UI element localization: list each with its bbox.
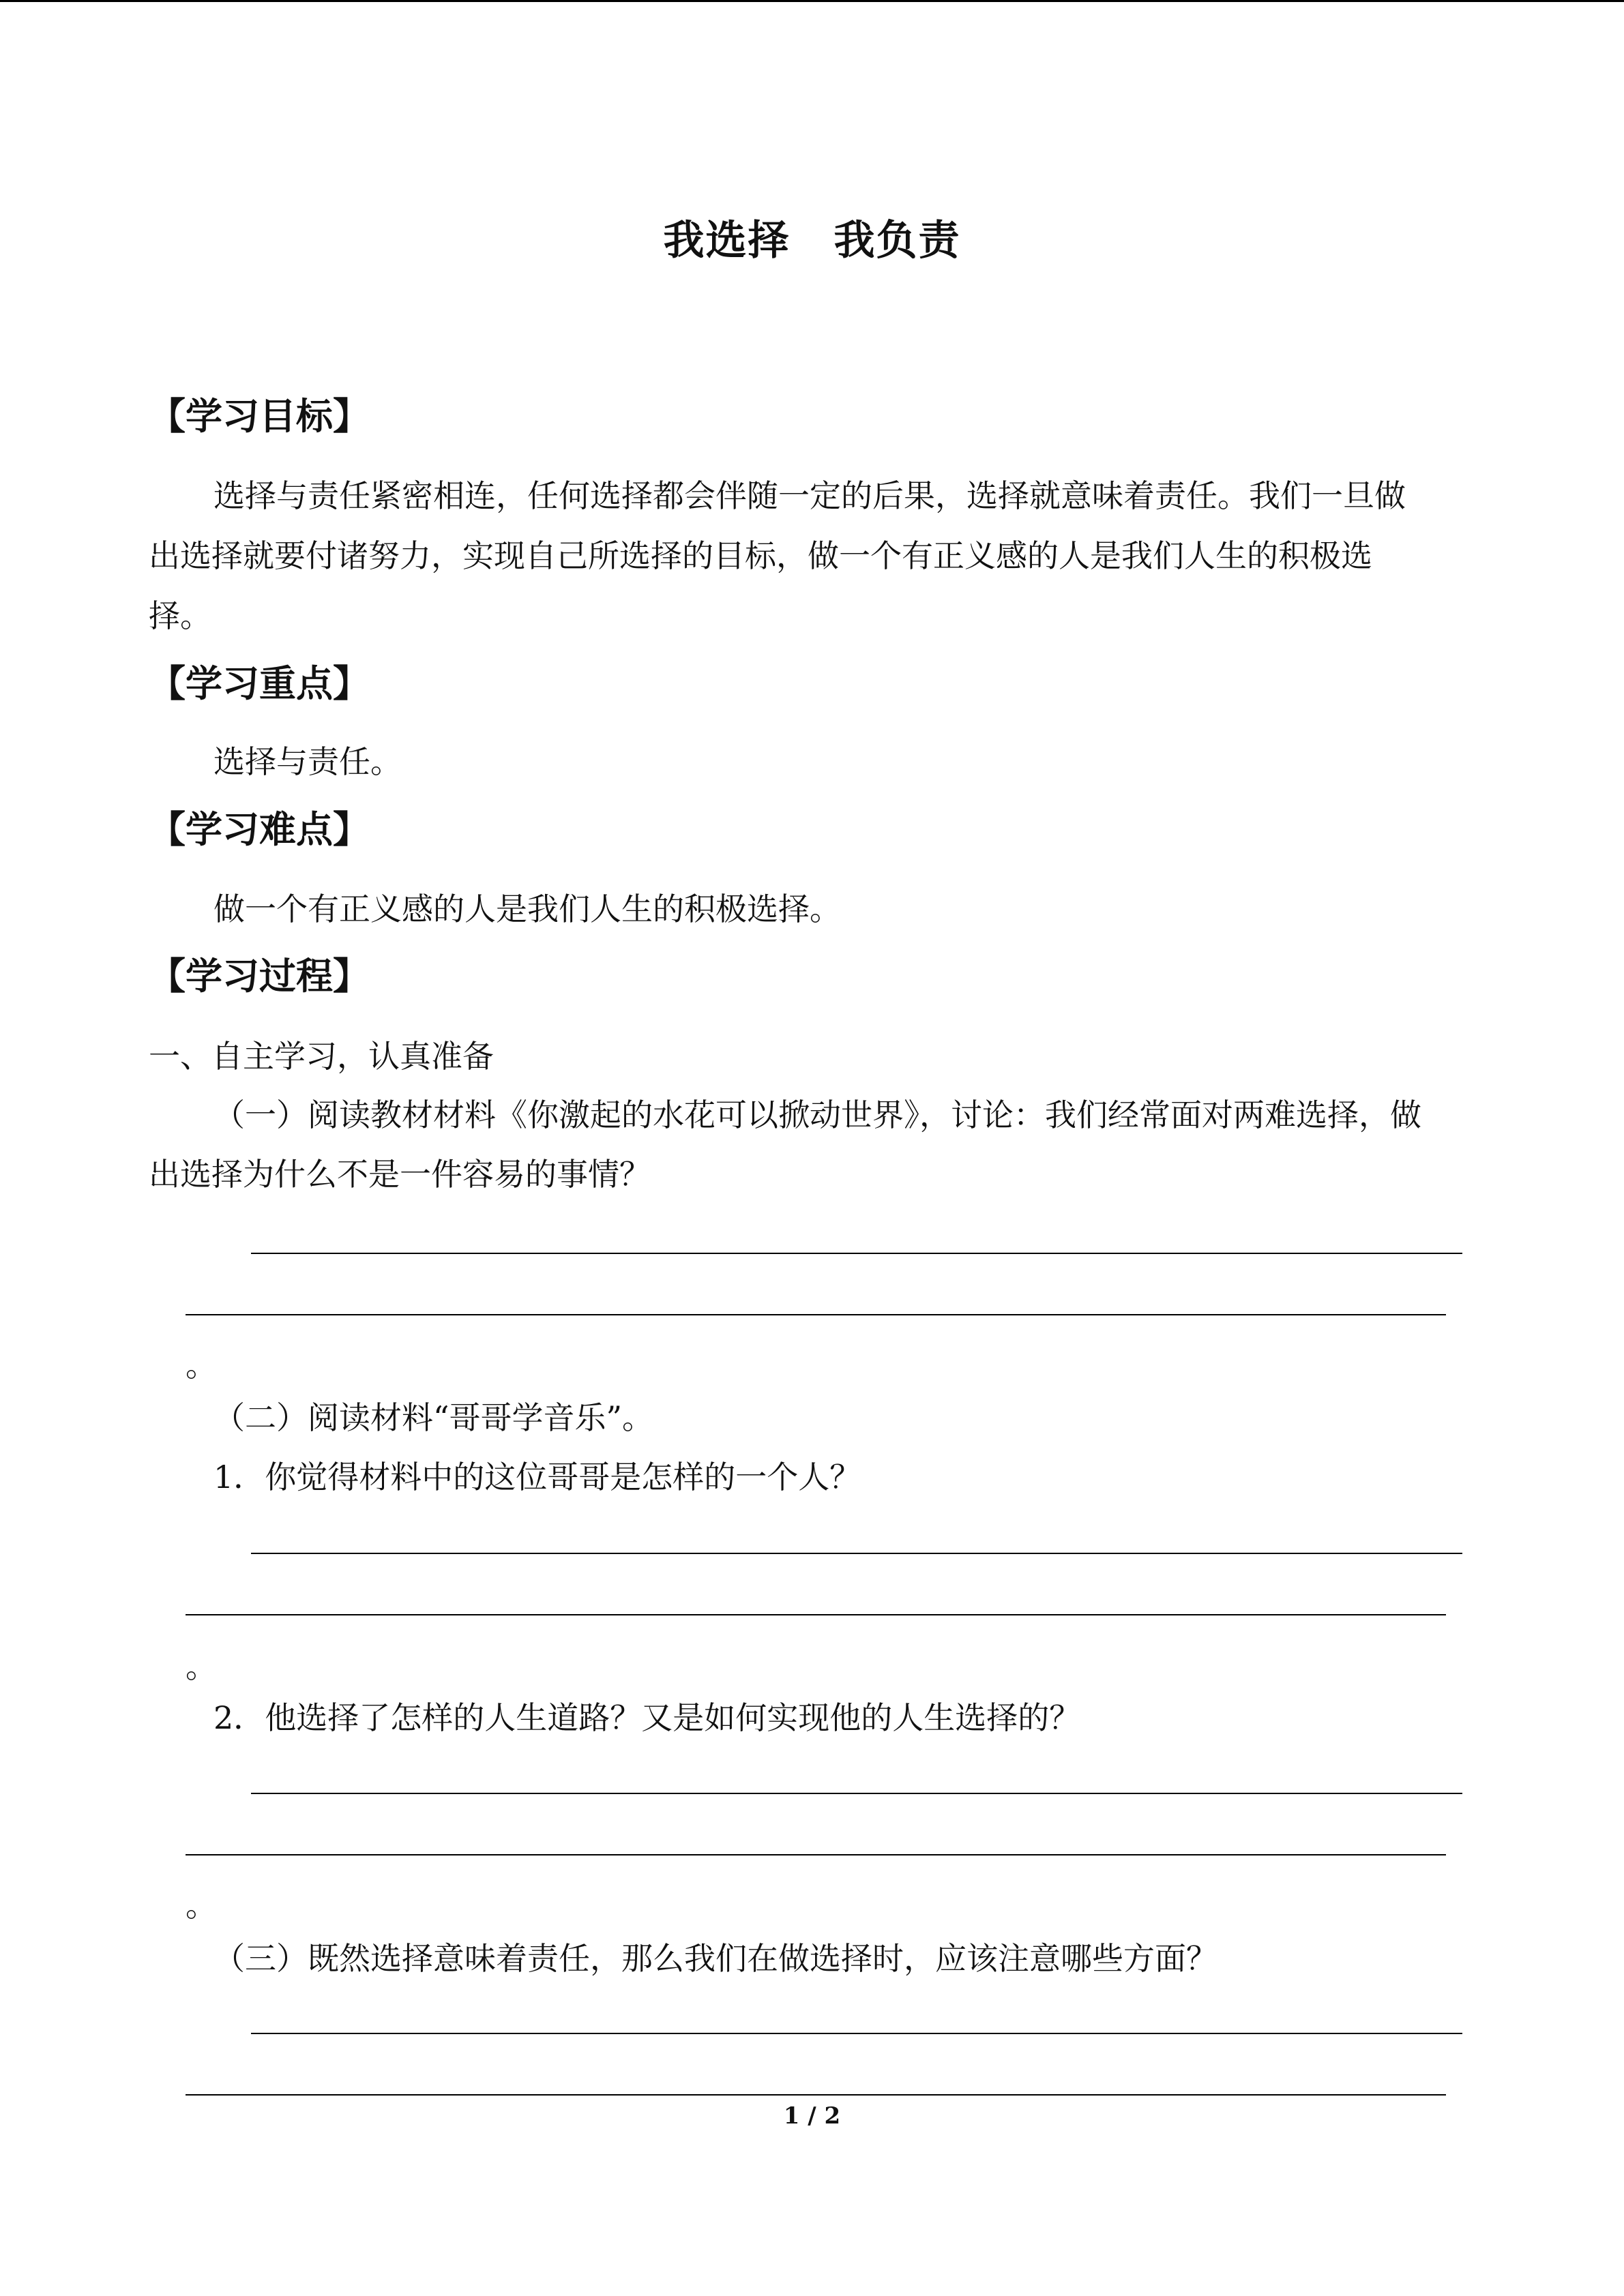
question3: （三）既然选择意味着责任，那么我们在做选择时，应该注意哪些方面？ [213,1940,1217,1977]
question1-line-2: 出选择为什么不是一件容易的事情？ [149,1156,651,1193]
answer-line[interactable] [251,1793,1462,1794]
key-point-text: 选择与责任。 [213,743,402,780]
goal-text-line-2: 出选择就要付诸努力，实现自己所选择的目标，做一个有正义感的人是我们人生的积极选 [149,537,1372,574]
answer-line[interactable] [251,1553,1462,1554]
key-point-heading: 【学习重点】 [149,662,370,705]
answer-line[interactable] [186,2094,1446,2096]
answer-end-period: 。 [186,1648,217,1685]
answer-line[interactable] [251,1253,1462,1254]
goal-heading: 【学习目标】 [149,395,370,438]
answer-line[interactable] [186,1314,1446,1315]
question2-item-1: 1．你觉得材料中的这位哥哥是怎样的一个人？ [213,1459,861,1495]
question1-line-1: （一）阅读教材材料《你激起的水花可以掀动世界》，讨论：我们经常面对两难选择，做 [213,1097,1421,1133]
goal-text-line-3: 择。 [149,597,211,634]
answer-end-period: 。 [186,1887,217,1924]
title-part-1: 我选择 [663,217,791,265]
page-title [0,208,1624,267]
process-heading: 【学习过程】 [149,955,370,998]
answer-line[interactable] [186,1614,1446,1615]
part1-title: 一、自主学习，认真准备 [149,1038,494,1075]
difficulty-text: 做一个有正义感的人是我们人生的积极选择。 [213,891,841,927]
page-top-border [0,0,1624,2]
page-number: 1 / 2 [783,2102,841,2130]
goal-text-line-1: 选择与责任紧密相连，任何选择都会伴随一定的后果，选择就意味着责任。我们一旦做 [213,477,1406,514]
answer-line[interactable] [186,1854,1446,1855]
answer-line[interactable] [251,2033,1462,2034]
difficulty-heading: 【学习难点】 [149,808,370,851]
question2-item-2: 2．他选择了怎样的人生道路？又是如何实现他的人生选择的？ [213,1699,1081,1736]
title-part-2: 我负责 [833,217,961,265]
answer-end-period: 。 [186,1347,217,1384]
question2-intro: （二）阅读材料“哥哥学音乐”。 [213,1399,654,1436]
